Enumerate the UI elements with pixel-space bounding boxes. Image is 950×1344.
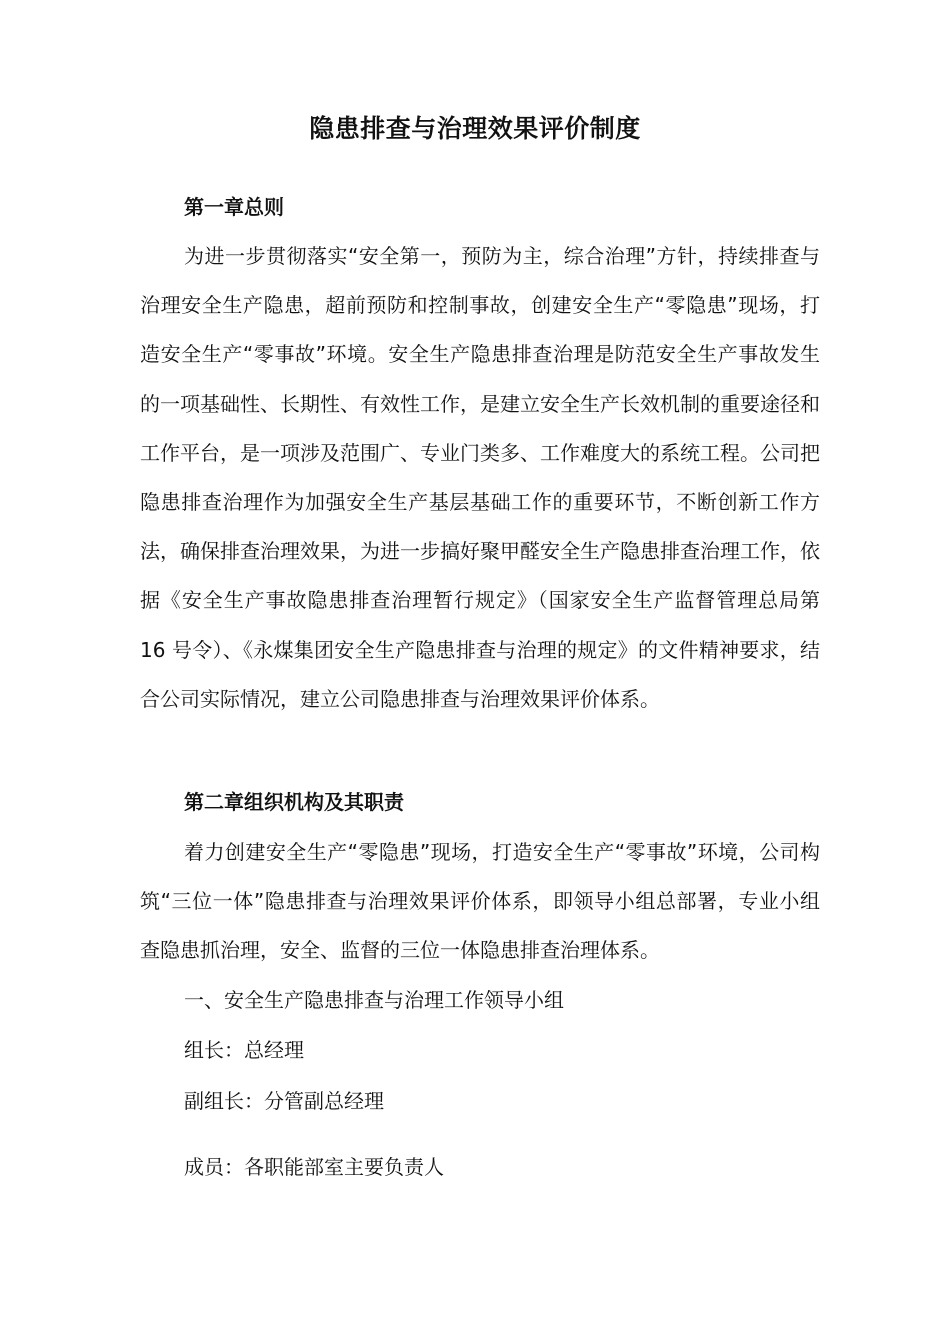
section-1-heading: 一、安全生产隐患排查与治理工作领导小组 [184,988,564,1012]
chapter-2-heading: 第二章组织机构及其职责 [184,790,404,814]
chapter-1-heading: 第一章总则 [184,195,284,219]
chapter-2-body: 着力创建安全生产“零隐患”现场，打造安全生产“零事故”环境，公司构筑“三位一体”隐患排查与治理效果评价体系，即领导小组总部署，专业小组查隐患抓治理，安全、监督的三位一体隐患排查治理体系。 [140,840,820,963]
members-line: 成员：各职能部室主要负责人 [184,1155,444,1179]
document-title: 隐患排查与治理效果评价制度 [309,114,641,143]
chapter-1-body: 为进一步贯彻落实“安全第一，预防为主，综合治理”方针，持续排查与治理安全生产隐患，超前预防和控制事故，创建安全生产“零隐患”现场，打造安全生产“零事故”环境。安全生产隐患排查治理是防范安全生产事故发生的一项基础性、长期性、有效性工作，是建立安全生产长效机制的重要途径和工作平台，是一项涉及范围广、专业门类多、工作难度大的系统工程。公司把隐患排查治理作为加强安全生产基层基础工作的重要环节，不断创新工作方法，确保排查治理效果，为进一步搞好聚甲醛安全生产隐患排查治理工作，依据《安全生产事故隐患排查治理暂行规定》（国家安全生产监督管理总局第 16 号令）、《永煤集团安全生产隐患排查与治理的规定》的文件精神要求，结合公司实际情况，建立公司隐患排查与治理效果评价体系。 [140,244,820,711]
leader-line: 组长：总经理 [184,1038,304,1062]
deputy-leader-line: 副组长：分管副总经理 [184,1089,384,1113]
